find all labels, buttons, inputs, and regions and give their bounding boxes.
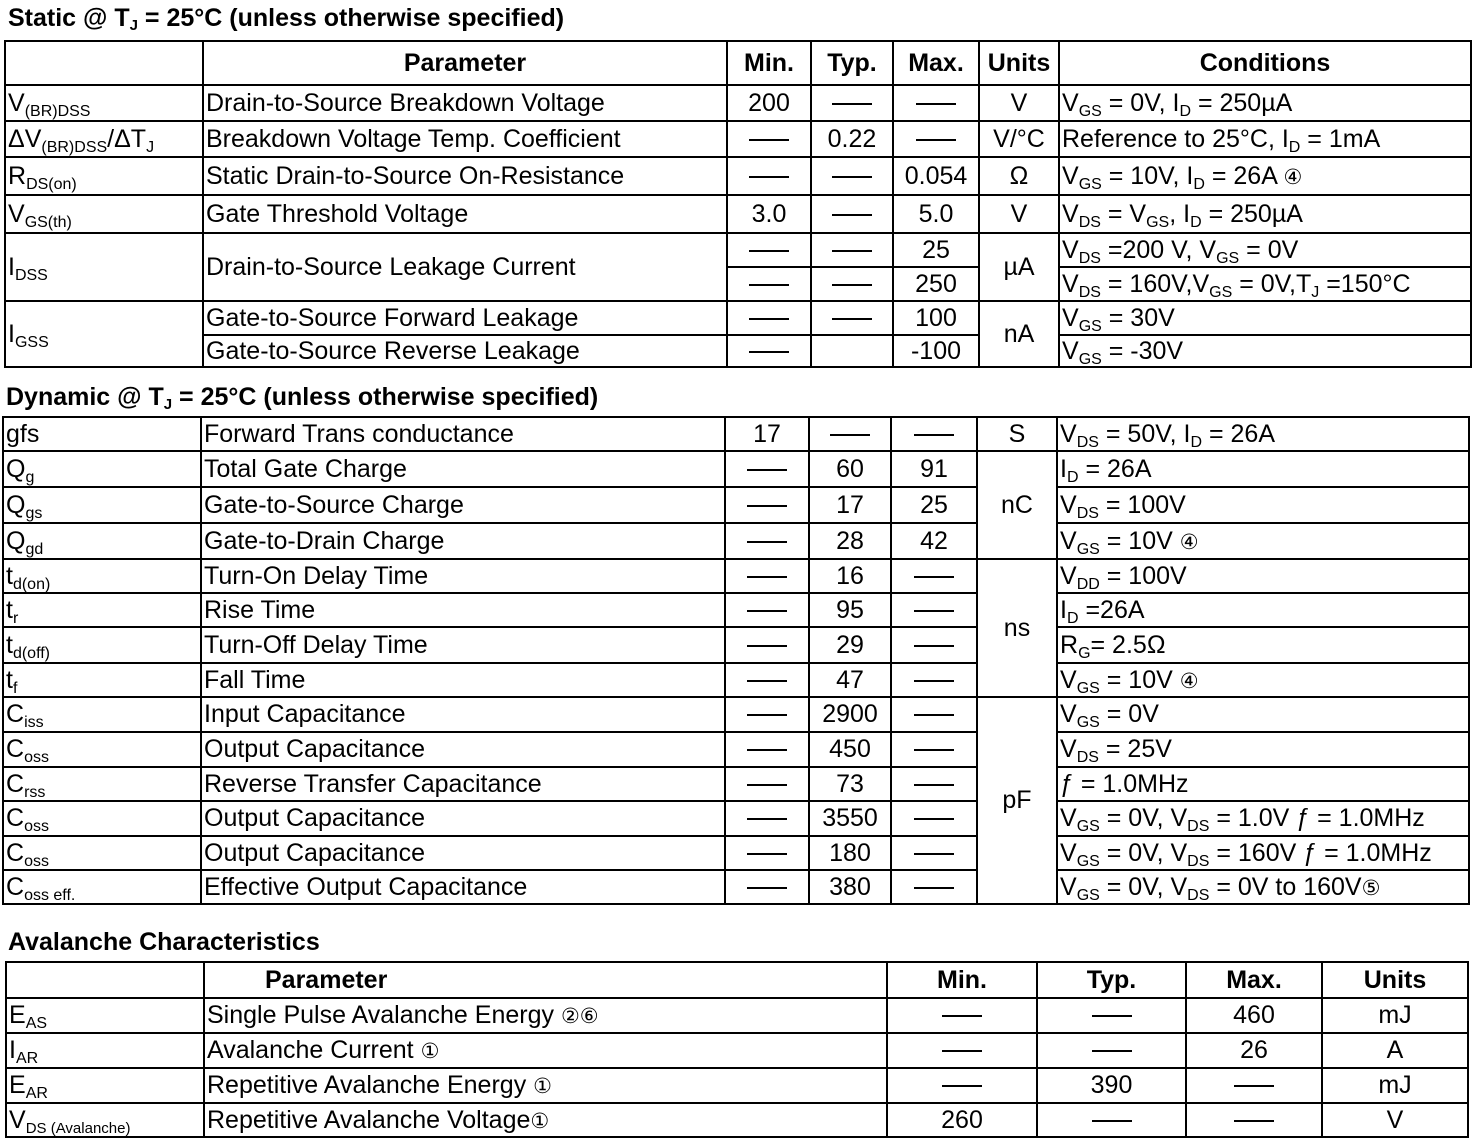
- dash: [1092, 1050, 1132, 1052]
- param-name: Turn-Off Delay Time: [201, 627, 725, 663]
- table-row: [6, 1103, 1468, 1137]
- max-value: [891, 627, 977, 663]
- max-value: [891, 663, 977, 697]
- static-header-row: [5, 41, 1471, 85]
- table-row: [3, 732, 1469, 767]
- typ-value: [811, 233, 893, 267]
- symbol-td-on: $t_{d(on)}$: [3, 559, 201, 593]
- symbol-ciss: $C_{iss}$: [3, 697, 201, 732]
- header-parameter: Parameter: [203, 41, 727, 85]
- max-value: 460: [1186, 998, 1322, 1033]
- param-name: Breakdown Voltage Temp. Coefficient: [203, 121, 727, 157]
- header-max: Max.: [1186, 962, 1322, 998]
- param-name: Rise Time: [201, 593, 725, 627]
- dash: [747, 505, 787, 507]
- table-row: [6, 998, 1468, 1033]
- param-name: Gate-to-Source Reverse Leakage: [203, 335, 727, 367]
- dynamic-section-title: Dynamic @ $T_J = 25^\circ C$ (unless otherwise specified): [6, 383, 599, 413]
- min-value: [725, 487, 809, 523]
- table-row: [3, 593, 1469, 627]
- units-value: V: [1322, 1103, 1468, 1137]
- footnote-mark: ④: [1179, 669, 1199, 693]
- table-row: [5, 301, 1471, 335]
- min-value: [887, 1068, 1037, 1103]
- max-value: [893, 85, 979, 121]
- header-typ: Typ.: [811, 41, 893, 85]
- dash: [832, 176, 872, 178]
- typ-value: [811, 267, 893, 301]
- header-conditions: Conditions: [1059, 41, 1471, 85]
- conditions-value: $V_{DS} = 50V$, $I_D = 26A$: [1057, 417, 1469, 451]
- dash: [914, 784, 954, 786]
- table-row: [5, 85, 1471, 121]
- table-row: [3, 487, 1469, 523]
- param-name: Repetitive Avalanche Voltage①: [204, 1103, 887, 1137]
- typ-value: 390: [1037, 1068, 1186, 1103]
- typ-value: 16: [809, 559, 891, 593]
- table-row: [5, 335, 1471, 367]
- min-value: [725, 697, 809, 732]
- conditions-value: $V_{GS} = 10V$ ④: [1057, 663, 1469, 697]
- typ-value: [811, 195, 893, 233]
- units-value: pF: [977, 697, 1057, 904]
- dash: [914, 714, 954, 716]
- typ-value: [811, 335, 893, 367]
- min-value: [725, 523, 809, 559]
- param-name: Drain-to-Source Breakdown Voltage: [203, 85, 727, 121]
- header-parameter: Parameter: [204, 962, 887, 998]
- param-name: Output Capacitance: [201, 732, 725, 767]
- param-name: Turn-On Delay Time: [201, 559, 725, 593]
- param-name: Single Pulse Avalanche Energy ②⑥: [204, 998, 887, 1033]
- param-name: Gate Threshold Voltage: [203, 195, 727, 233]
- typ-value: [809, 417, 891, 451]
- typ-value: 73: [809, 767, 891, 801]
- symbol-iar: $I_{AR}$: [6, 1033, 204, 1068]
- header-symbol: [5, 41, 203, 85]
- min-value: 17: [725, 417, 809, 451]
- max-value: 42: [891, 523, 977, 559]
- conditions-value: $V_{DS} = 160V,V_{GS} = 0V,T_J =150^\circ C$: [1059, 267, 1471, 301]
- table-row: [3, 870, 1469, 904]
- max-value: 100: [893, 301, 979, 335]
- typ-value: 29: [809, 627, 891, 663]
- symbol-rds-on: $R_{DS(on)}$: [5, 157, 203, 195]
- footnote-mark: ④: [1179, 530, 1199, 554]
- footnote-mark: ④: [1283, 165, 1303, 189]
- param-name: Output Capacitance: [201, 836, 725, 870]
- dash: [914, 645, 954, 647]
- max-value: 25: [893, 233, 979, 267]
- param-name: Gate-to-Drain Charge: [201, 523, 725, 559]
- conditions-value: ƒ = 1.0MHz: [1057, 767, 1469, 801]
- symbol-qgd: $Q_{gd}$: [3, 523, 201, 559]
- conditions-value: $R_G= 2.5\Omega$: [1057, 627, 1469, 663]
- min-value: [727, 157, 811, 195]
- dash: [832, 250, 872, 252]
- typ-value: [811, 85, 893, 121]
- conditions-value: $I_D =26A$: [1057, 593, 1469, 627]
- avalanche-table: [5, 961, 1469, 1138]
- typ-value: 3550: [809, 801, 891, 836]
- typ-value: [1037, 1033, 1186, 1068]
- dash: [747, 469, 787, 471]
- table-row: [3, 697, 1469, 732]
- avalanche-header-row: [6, 962, 1468, 998]
- avalanche-section-title: Avalanche Characteristics: [8, 928, 320, 956]
- param-name: Fall Time: [201, 663, 725, 697]
- min-value: [725, 801, 809, 836]
- symbol-vbr-dss: $V_{(BR)DSS}$: [5, 85, 203, 121]
- typ-value: [811, 157, 893, 195]
- table-row: [3, 767, 1469, 801]
- param-name: Static Drain-to-Source On-Resistance: [203, 157, 727, 195]
- max-value: [891, 767, 977, 801]
- conditions-value: $V_{GS} = -30V$: [1059, 335, 1471, 367]
- symbol-vds-avalanche: $V_{DS (Avalanche)}$: [6, 1103, 204, 1137]
- max-value: [1186, 1103, 1322, 1137]
- min-value: [727, 301, 811, 335]
- dash: [942, 1015, 982, 1017]
- typ-value: 47: [809, 663, 891, 697]
- max-value: [891, 559, 977, 593]
- param-name: Reverse Transfer Capacitance: [201, 767, 725, 801]
- table-row: [3, 801, 1469, 836]
- dash: [747, 541, 787, 543]
- footnote-mark: ⑤: [1361, 876, 1381, 900]
- min-value: [725, 767, 809, 801]
- table-row: [5, 233, 1471, 267]
- max-value: [891, 417, 977, 451]
- footnote-mark: ①: [420, 1040, 440, 1063]
- symbol-igss: $I_{GSS}$: [5, 301, 203, 367]
- dash: [942, 1050, 982, 1052]
- dash: [747, 853, 787, 855]
- conditions-value: $V_{GS} = 30V$: [1059, 301, 1471, 335]
- max-value: -100: [893, 335, 979, 367]
- dash: [1234, 1120, 1274, 1122]
- min-value: [887, 998, 1037, 1033]
- min-value: [887, 1033, 1037, 1068]
- symbol-coss: $C_{oss}$: [3, 732, 201, 767]
- static-table: [4, 40, 1472, 368]
- symbol-idss: $I_{DSS}$: [5, 233, 203, 301]
- dash: [832, 103, 872, 105]
- conditions-value: Reference to 25°C, $I_D = 1mA$: [1059, 121, 1471, 157]
- table-row: [6, 1033, 1468, 1068]
- header-symbol: [6, 962, 204, 998]
- header-min: Min.: [727, 41, 811, 85]
- dash: [747, 576, 787, 578]
- max-value: 25: [891, 487, 977, 523]
- dash: [747, 749, 787, 751]
- dash: [916, 139, 956, 141]
- symbol-coss: $C_{oss}$: [3, 836, 201, 870]
- dash: [749, 351, 789, 353]
- dash: [1092, 1015, 1132, 1017]
- param-name: Total Gate Charge: [201, 451, 725, 487]
- footnote-mark: ①: [533, 1075, 552, 1098]
- dash: [914, 818, 954, 820]
- typ-value: 380: [809, 870, 891, 904]
- dash: [747, 645, 787, 647]
- symbol-vgs-th: $V_{GS(th)}$: [5, 195, 203, 233]
- dash: [832, 214, 872, 216]
- footnote-mark: ②⑥: [560, 1005, 599, 1028]
- table-row: [3, 836, 1469, 870]
- header-min: Min.: [887, 962, 1037, 998]
- dash: [747, 610, 787, 612]
- dash: [914, 853, 954, 855]
- param-name: Forward Trans conductance: [201, 417, 725, 451]
- dash: [832, 284, 872, 286]
- table-row: [3, 559, 1469, 593]
- dash: [749, 139, 789, 141]
- typ-value: 450: [809, 732, 891, 767]
- symbol-crss: $C_{rss}$: [3, 767, 201, 801]
- min-value: [725, 627, 809, 663]
- max-value: [891, 593, 977, 627]
- conditions-value: $V_{GS} = 0V$, $V_{DS} = 160V$ ƒ = 1.0MHz: [1057, 836, 1469, 870]
- dash: [747, 784, 787, 786]
- param-name: Repetitive Avalanche Energy ①: [204, 1068, 887, 1103]
- dash: [747, 714, 787, 716]
- min-value: [725, 732, 809, 767]
- dash: [942, 1085, 982, 1087]
- dash: [914, 610, 954, 612]
- table-row: [3, 663, 1469, 697]
- min-value: [725, 593, 809, 627]
- symbol-tr: $t_r$: [3, 593, 201, 627]
- units-value: mJ: [1322, 998, 1468, 1033]
- header-typ: Typ.: [1037, 962, 1186, 998]
- min-value: [727, 267, 811, 301]
- max-value: 26: [1186, 1033, 1322, 1068]
- param-name: Input Capacitance: [201, 697, 725, 732]
- dash: [749, 250, 789, 252]
- typ-value: 28: [809, 523, 891, 559]
- dash: [832, 318, 872, 320]
- units-value: Ω: [979, 157, 1059, 195]
- units-value: µA: [979, 233, 1059, 301]
- max-value: 0.054: [893, 157, 979, 195]
- min-value: [725, 663, 809, 697]
- typ-value: 0.22: [811, 121, 893, 157]
- units-value: A: [1322, 1033, 1468, 1068]
- units-value: V/°C: [979, 121, 1059, 157]
- conditions-value: $V_{GS} = 10V$ ④: [1057, 523, 1469, 559]
- conditions-value: $V_{GS} = 0V$, $I_D = 250\mu A$: [1059, 85, 1471, 121]
- min-value: [725, 559, 809, 593]
- conditions-value: $V_{DS} = V_{GS}$, $I_D = 250\mu A$: [1059, 195, 1471, 233]
- typ-value: 95: [809, 593, 891, 627]
- dash: [914, 749, 954, 751]
- conditions-value: $I_D = 26A$: [1057, 451, 1469, 487]
- dash: [914, 434, 954, 436]
- symbol-tf: $t_f$: [3, 663, 201, 697]
- static-section-title: Static @ $T_J = 25^\circ C$ (unless otherwise specified): [8, 4, 565, 34]
- typ-value: [1037, 1103, 1186, 1137]
- param-name: Drain-to-Source Leakage Current: [203, 233, 727, 301]
- units-value: nC: [977, 451, 1057, 559]
- max-value: 91: [891, 451, 977, 487]
- header-units: Units: [1322, 962, 1468, 998]
- dash: [747, 680, 787, 682]
- max-value: 5.0: [893, 195, 979, 233]
- conditions-value: $V_{DD} = 100V$: [1057, 559, 1469, 593]
- min-value: [725, 451, 809, 487]
- table-row: [5, 157, 1471, 195]
- header-max: Max.: [893, 41, 979, 85]
- symbol-eas: $E_{AS}$: [6, 998, 204, 1033]
- conditions-value: $V_{GS} = 10V$, $I_D = 26A$ ④: [1059, 157, 1471, 195]
- conditions-value: $V_{DS} = 25V$: [1057, 732, 1469, 767]
- min-value: [725, 836, 809, 870]
- dash: [749, 284, 789, 286]
- symbol-gfs: gfs: [3, 417, 201, 451]
- max-value: [893, 121, 979, 157]
- min-value: [727, 233, 811, 267]
- max-value: 250: [893, 267, 979, 301]
- typ-value: 2900: [809, 697, 891, 732]
- dash: [830, 434, 870, 436]
- dash: [1234, 1085, 1274, 1087]
- max-value: [891, 697, 977, 732]
- conditions-value: $V_{GS} = 0V$, $V_{DS} = 1.0V$ ƒ = 1.0MHz: [1057, 801, 1469, 836]
- table-row: [3, 627, 1469, 663]
- param-name: Output Capacitance: [201, 801, 725, 836]
- max-value: [891, 836, 977, 870]
- units-value: nA: [979, 301, 1059, 367]
- symbol-qgs: $Q_{gs}$: [3, 487, 201, 523]
- footnote-mark: ①: [530, 1109, 550, 1133]
- max-value: [1186, 1068, 1322, 1103]
- conditions-value: $V_{DS} =200$ V, $V_{GS} = 0V$: [1059, 233, 1471, 267]
- symbol-qg: $Q_g$: [3, 451, 201, 487]
- max-value: [891, 801, 977, 836]
- dash: [1092, 1120, 1132, 1122]
- min-value: [727, 335, 811, 367]
- min-value: [725, 870, 809, 904]
- table-row: [3, 417, 1469, 451]
- conditions-value: $V_{GS} = 0V$, $V_{DS} = 0V$ to 160V⑤: [1057, 870, 1469, 904]
- typ-value: 180: [809, 836, 891, 870]
- param-name: Avalanche Current ①: [204, 1033, 887, 1068]
- header-units: Units: [979, 41, 1059, 85]
- param-name: Gate-to-Source Charge: [201, 487, 725, 523]
- max-value: [891, 732, 977, 767]
- symbol-ear: $E_{AR}$: [6, 1068, 204, 1103]
- conditions-value: $V_{DS} = 100V$: [1057, 487, 1469, 523]
- typ-value: 17: [809, 487, 891, 523]
- table-row: [5, 121, 1471, 157]
- symbol-dvbr-dtj: $\Delta V_{(BR)DSS}/\Delta T_J$: [5, 121, 203, 157]
- min-value: 260: [887, 1103, 1037, 1137]
- typ-value: [811, 301, 893, 335]
- units-value: V: [979, 195, 1059, 233]
- dash: [914, 576, 954, 578]
- units-value: mJ: [1322, 1068, 1468, 1103]
- dash: [916, 103, 956, 105]
- min-value: [727, 121, 811, 157]
- symbol-td-off: $t_{d(off)}$: [3, 627, 201, 663]
- dash: [747, 818, 787, 820]
- symbol-coss-eff: $C_{oss eff.}$: [3, 870, 201, 904]
- table-row: [3, 451, 1469, 487]
- typ-value: [1037, 998, 1186, 1033]
- dash: [749, 176, 789, 178]
- dash: [749, 318, 789, 320]
- symbol-coss: $C_{oss}$: [3, 801, 201, 836]
- conditions-value: $V_{GS} = 0V$: [1057, 697, 1469, 732]
- typ-value: 60: [809, 451, 891, 487]
- min-value: 3.0: [727, 195, 811, 233]
- dynamic-table: [2, 416, 1470, 905]
- param-name: Gate-to-Source Forward Leakage: [203, 301, 727, 335]
- units-value: S: [977, 417, 1057, 451]
- max-value: [891, 870, 977, 904]
- min-value: 200: [727, 85, 811, 121]
- param-name: Effective Output Capacitance: [201, 870, 725, 904]
- dash: [914, 680, 954, 682]
- units-value: V: [979, 85, 1059, 121]
- table-row: [5, 195, 1471, 233]
- dash: [747, 887, 787, 889]
- units-value: ns: [977, 559, 1057, 697]
- dash: [914, 887, 954, 889]
- table-row: [3, 523, 1469, 559]
- table-row: [6, 1068, 1468, 1103]
